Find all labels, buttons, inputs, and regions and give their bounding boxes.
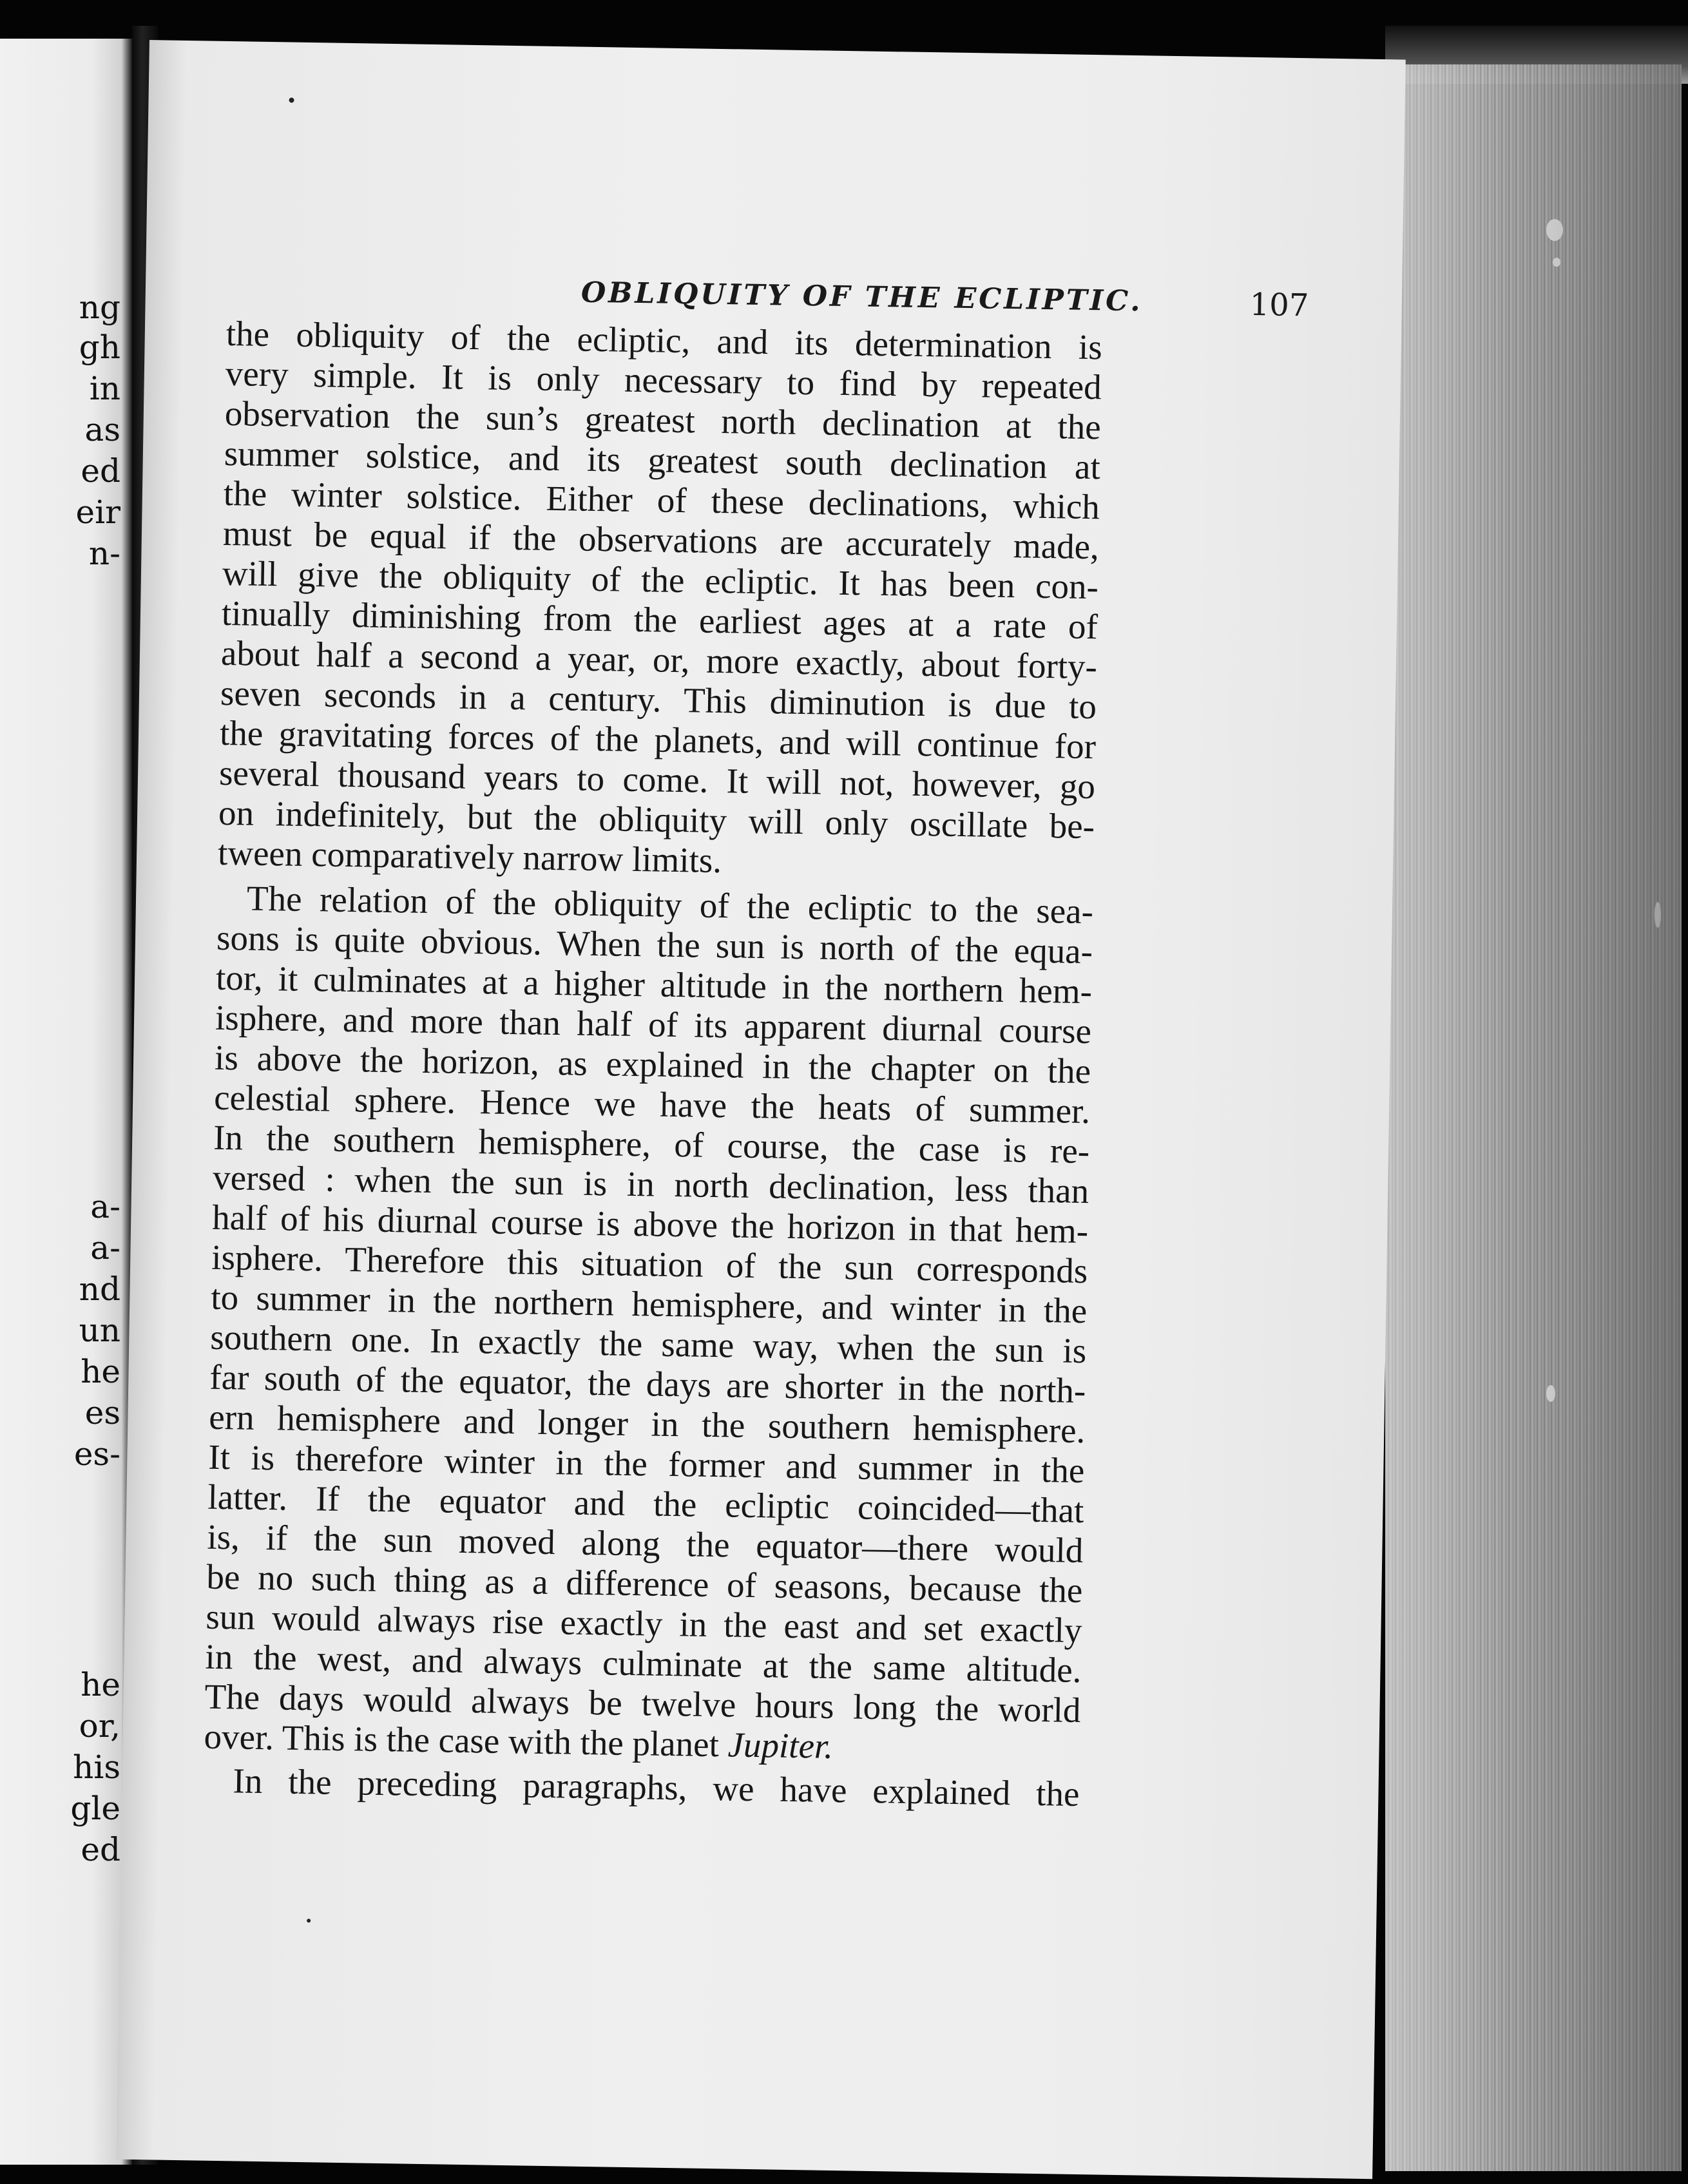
paper-speck	[1553, 258, 1560, 267]
text-line: half of his diurnal course is above the horizon in that hem-	[211, 1197, 1089, 1251]
prev-fragment: in	[89, 370, 120, 407]
text-line: isphere. Therefore this situation of the sun corresponds	[211, 1237, 1088, 1291]
running-head: OBLIQUITY OF THE ECLIPTIC.	[580, 276, 1144, 318]
prev-fragment: a-	[90, 1188, 120, 1225]
text-line: the gravitating forces of the planets, and will continue for	[219, 713, 1097, 767]
text-line: celestial sphere. Hence we have the heats of summer.	[213, 1077, 1091, 1131]
text-line: seven seconds in a century. This diminution is due to	[220, 673, 1097, 727]
prev-fragment: he	[81, 1666, 120, 1703]
text-line: must be equal if the observations are accurately made,	[222, 513, 1100, 567]
text-line: far south of the equator, the days are shorter in the north-	[209, 1357, 1086, 1411]
prev-fragment: a-	[90, 1229, 120, 1267]
prev-fragment: es	[84, 1394, 120, 1432]
italic-planet-name: Jupiter.	[727, 1725, 834, 1766]
prev-fragment: he	[81, 1353, 120, 1390]
text-line: ern hemisphere and longer in the southern hemisphere.	[208, 1397, 1086, 1451]
prev-fragment: un	[79, 1312, 120, 1349]
paper-speck	[1654, 902, 1661, 928]
text-line: be no such thing as a difference of seasons, because the	[206, 1557, 1083, 1611]
text-line: In the southern hemisphere, of course, the case is re-	[213, 1117, 1090, 1171]
text-line: the obliquity of the ecliptic, and its determination is	[225, 313, 1103, 367]
paper-speck	[1546, 1385, 1555, 1402]
prev-fragment: es-	[73, 1435, 120, 1473]
text-line: tween comparatively narrow limits.	[217, 832, 722, 881]
text-line: It is therefore winter in the former and summer in the	[207, 1437, 1085, 1491]
text-line: several thousand years to come. It will not, however, go	[218, 752, 1096, 807]
text-line: the winter solstice. Either of these declinations, which	[223, 473, 1100, 527]
text-line: to summer in the northern hemisphere, and winter in the	[210, 1277, 1088, 1331]
prev-fragment: gle	[70, 1790, 120, 1827]
prev-fragment: n-	[88, 535, 120, 572]
paper-speck	[1546, 219, 1563, 241]
text-line: isphere, and more than half of its apparent diurnal course	[215, 997, 1092, 1051]
prev-fragment: or,	[79, 1707, 120, 1745]
prev-fragment: ed	[81, 452, 120, 490]
text-line: southern one. In exactly the same way, when the sun is	[209, 1317, 1087, 1371]
text-line: tinually diminishing from the earliest ages at a rate of	[221, 593, 1098, 647]
text-line: latter. If the equator and the ecliptic coincided—that	[207, 1477, 1084, 1531]
prev-fragment: as	[84, 411, 120, 448]
text-line: about half a second a year, or, more exactly, about forty-	[220, 633, 1098, 687]
text-line: The relation of the obliquity of the ecliptic to the sea-	[246, 878, 1094, 932]
prev-fragment: ng	[79, 289, 120, 326]
text-line: tor, it culminates at a higher altitude in the northern hem-	[215, 957, 1093, 1011]
book-page	[116, 40, 1405, 2179]
prev-fragment: gh	[79, 329, 120, 366]
text-line: versed : when the sun is in north declination, less than	[212, 1157, 1089, 1211]
page-number: 107	[1249, 286, 1309, 324]
text-line: observation the sun’s greatest north declination at the	[224, 393, 1102, 447]
text-line: The days would always be twelve hours long the world	[204, 1676, 1081, 1730]
prev-fragment: eir	[75, 493, 120, 531]
body-text	[204, 41, 1107, 1814]
text-line: sons is quite obvious. When the sun is north of the equa-	[216, 917, 1093, 972]
text-line: very simple. It is only necessary to find by repeated	[225, 353, 1102, 407]
previous-page-edge	[0, 39, 132, 2165]
text-line: in the west, and always culminate at the same altitude.	[205, 1636, 1082, 1691]
text-line: sun would always rise exactly in the east and set exactly	[206, 1596, 1082, 1651]
page-stack-fore-edge	[1385, 64, 1682, 2171]
page-mark	[307, 1919, 311, 1922]
page-mark	[289, 97, 294, 102]
prev-fragment: his	[73, 1748, 120, 1786]
text-line: will give the obliquity of the ecliptic. It has been con-	[222, 553, 1099, 607]
text-line: In the preceding paragraphs, we have explained the	[233, 1761, 1080, 1814]
prev-fragment: nd	[79, 1270, 120, 1308]
text-line: summer solstice, and its greatest south declination at	[224, 433, 1101, 487]
text-line: is above the horizon, as explained in the chapter on the	[214, 1037, 1091, 1091]
text-line: is, if the sun moved along the equator—there would	[207, 1517, 1084, 1571]
text-line-start: over. This is the case with the planet	[204, 1716, 729, 1765]
text-line: on indefinitely, but the obliquity will only oscillate be-	[218, 792, 1095, 847]
prev-fragment: ed	[81, 1831, 120, 1868]
